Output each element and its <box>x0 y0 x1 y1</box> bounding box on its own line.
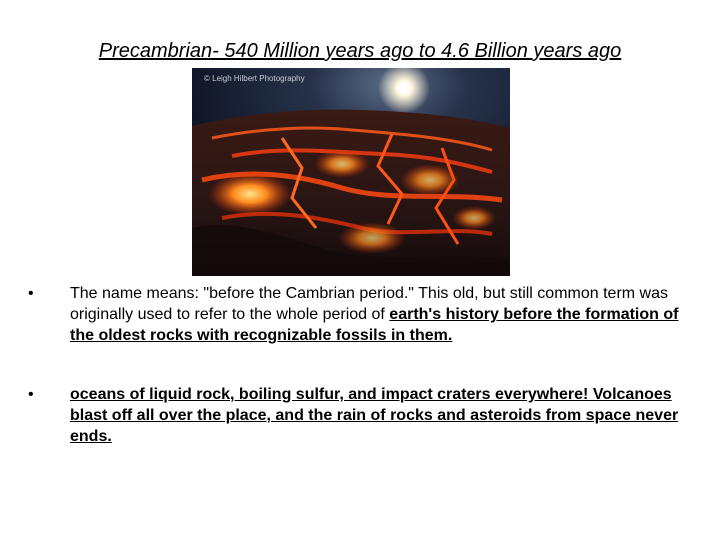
bullet-text: The name means: "before the Cambrian period." This old, but still common term was originally used to refer to the whole period of <box>70 285 668 323</box>
liquid-rock-link[interactable]: oceans of liquid rock, boiling sulfur, and impact craters everywhere! Volcanoes blast off all over the place, and the rain of rocks and asteroids from space never ends. <box>70 386 679 445</box>
bullet-marker: • <box>28 386 34 403</box>
list-item <box>28 283 688 346</box>
photo-credit: © Leigh Hilbert Photography <box>204 74 305 83</box>
lava-photo <box>192 68 510 276</box>
earth-history-link[interactable]: earth's history before the formation of the oldest rocks with recognizable fossils in them. <box>70 306 679 344</box>
slide-title: Precambrian- 540 Million years ago to 4.6 Billion years ago <box>98 40 622 62</box>
bullet-list <box>28 283 688 447</box>
lava-field-image <box>192 68 510 276</box>
list-item <box>28 384 688 447</box>
bullet-marker: • <box>28 285 34 302</box>
